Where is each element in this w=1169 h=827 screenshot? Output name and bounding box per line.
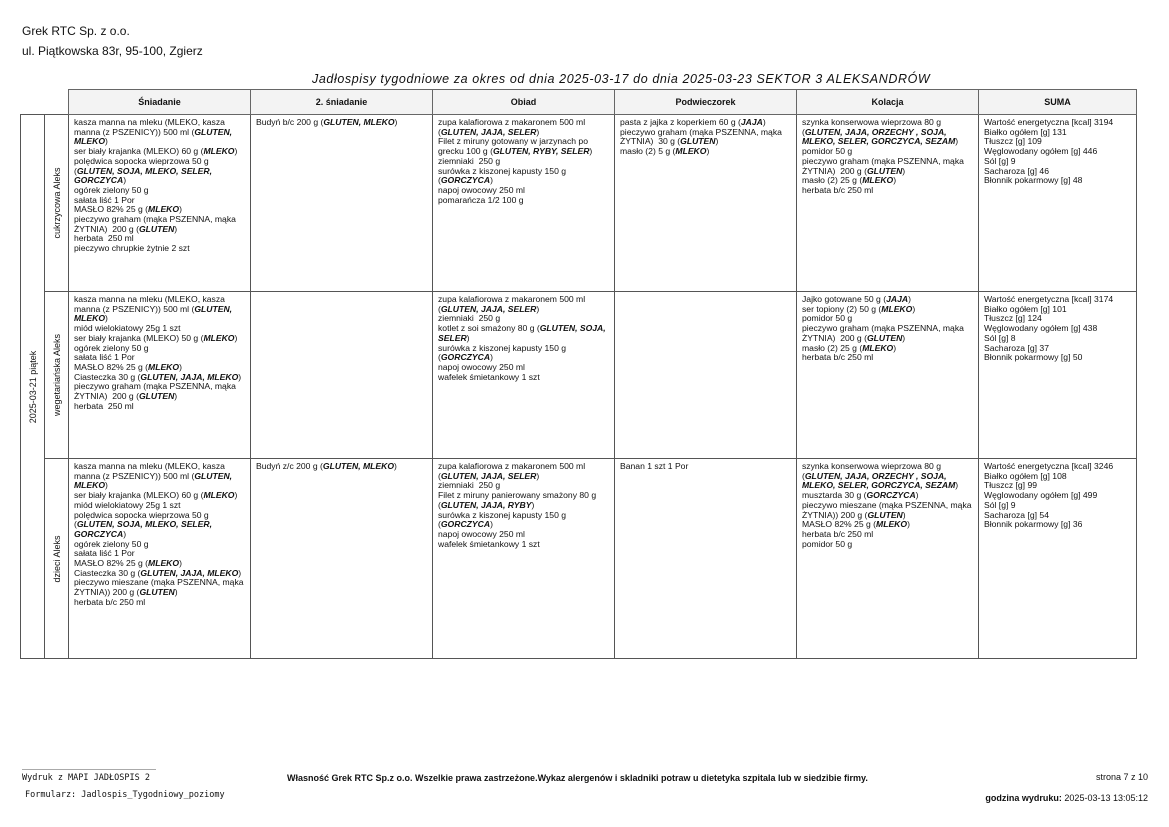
allergen-text: MLEKO bbox=[203, 146, 235, 157]
cell-text bbox=[984, 462, 1132, 530]
allergen-text: GLUTEN, JAJA, ORZECHY , SOJA, MLEKO, SELER, GORCZYCA, SEZAM bbox=[802, 470, 956, 491]
text-segment: szynka konserwowa wieprzowa 80 g ( bbox=[802, 461, 944, 481]
meal-cell-breakfast bbox=[69, 115, 251, 292]
column-header-podwieczorek: Podwieczorek bbox=[615, 90, 797, 115]
text-segment: ) pomidor 50 g pieczywo graham (mąka PSZENNA, mąka ŻYTNIA) 200 g ( bbox=[802, 136, 964, 176]
allergen-text: GLUTEN, JAJA, ORZECHY , SOJA, MLEKO, SELER, GORCZYCA, SEZAM bbox=[802, 126, 956, 147]
allergen-text: GORCZYCA bbox=[440, 352, 491, 363]
meal-cell-lunch bbox=[433, 292, 615, 459]
day-label: 2025-03-21 piątek bbox=[27, 350, 38, 423]
text-segment: ) napoj owocowy 250 ml pomarańcza 1/2 100 g bbox=[438, 175, 525, 205]
allergen-text: GLUTEN bbox=[867, 509, 903, 520]
allergen-text: GLUTEN bbox=[680, 136, 716, 147]
allergen-text: MLEKO bbox=[203, 490, 235, 501]
footer-copyright: Własność Grek RTC Sp.z o.o. Wszelkie prawa zastrzeżone.Wykaz alergenów i skladniki potraw u dietetyka szpitala lub w siedzibie firmy. bbox=[287, 773, 868, 783]
allergen-text: GLUTEN, JAJA, SELER bbox=[440, 470, 537, 481]
text-segment: ) ziemniaki 250 g kotlet z soi smażony 80 g ( bbox=[438, 303, 540, 334]
cell-text bbox=[74, 462, 246, 608]
footer-print-time bbox=[985, 793, 1148, 803]
text-segment: ) surówka z kiszonej kapusty 150 g ( bbox=[438, 499, 567, 530]
company-address: ul. Piątkowska 83r, 95-100, Zgierz bbox=[22, 44, 203, 58]
menu-table bbox=[20, 89, 1137, 659]
text-segment: ) ogórek zielony 50 g sałata liść 1 Por MASŁO 82% 25 g ( bbox=[74, 528, 149, 569]
meal-cell-dinner bbox=[797, 292, 979, 459]
text-segment: ) herbata b/c 250 ml bbox=[802, 342, 897, 363]
cell-text bbox=[620, 118, 792, 157]
meal-cell-snack bbox=[615, 292, 797, 459]
summary-cell bbox=[979, 459, 1137, 659]
text-segment: ) ziemniaki 250 g surówka z kiszonej kapusty 150 g ( bbox=[438, 146, 593, 186]
text-segment: zupa kalafiorowa z makaronem 500 ml ( bbox=[438, 117, 588, 137]
allergen-text: GLUTEN bbox=[866, 165, 903, 176]
meal-cell-snack bbox=[615, 115, 797, 292]
text-segment: ) napoj owocowy 250 ml wafelek śmietankowy 1 szt bbox=[438, 352, 540, 382]
footer-program: Wydruk z MAPI JADŁOSPIS 2 bbox=[22, 773, 150, 783]
meal-cell-second-breakfast bbox=[251, 459, 433, 659]
cell-text bbox=[984, 295, 1132, 363]
text-segment: Wartość energetyczna [kcal] 3246 Białko ogółem [g] 108 Tłuszcz [g] 99 Węglowodany ogółem [g] 499 Sól [g] 9 Sacharoza [g] 54 Błonnik pokarmowy [g] 36 bbox=[984, 461, 1114, 530]
text-segment: zupa kalafiorowa z makaronem 500 ml ( bbox=[438, 294, 588, 314]
allergen-text: MLEKO bbox=[881, 303, 913, 314]
text-segment: ) herbata b/c 250 ml bbox=[74, 587, 178, 607]
diet-label: cukrzycowa Aleks bbox=[51, 167, 62, 239]
meal-cell-dinner bbox=[797, 459, 979, 659]
allergen-text: GLUTEN, MLEKO bbox=[74, 303, 235, 324]
company-name: Grek RTC Sp. z o.o. bbox=[22, 24, 130, 38]
text-segment: ) pieczywo mieszane (mąka PSZENNA, mąka ŻYTNIA)) 200 g ( bbox=[802, 490, 972, 520]
text-segment: ) herbata 250 ml pieczywo chrupkie żytnie 2 szt bbox=[74, 223, 190, 254]
text-segment: ) masło (2) 25 g ( bbox=[802, 332, 906, 353]
allergen-text: GORCZYCA bbox=[866, 490, 916, 501]
diet-row bbox=[21, 115, 1137, 292]
text-segment: ) napoj owocowy 250 ml wafelek śmietankowy 1 szt bbox=[438, 519, 540, 549]
text-segment: Wartość energetyczna [kcal] 3174 Białko ogółem [g] 101 Tłuszcz [g] 124 Węglowodany ogółem [g] 438 Sól [g] 8 Sacharoza [g] 37 Błonnik pokarmowy [g] 50 bbox=[984, 294, 1114, 363]
allergen-text: GLUTEN, MLEKO bbox=[74, 470, 235, 491]
text-segment: Wartość energetyczna [kcal] 3194 Białko ogółem [g] 131 Tłuszcz [g] 109 Węglowodany ogółem [g] 446 Sól [g] 9 Sacharoza [g] 46 Błonnik pokarmowy [g] 48 bbox=[984, 117, 1114, 186]
diet-cell bbox=[45, 115, 69, 292]
diet-cell bbox=[45, 459, 69, 659]
text-segment: ) Ciasteczka 30 g ( bbox=[74, 361, 182, 382]
allergen-text: GORCZYCA bbox=[440, 519, 491, 530]
allergen-text: GLUTEN, JAJA, SELER bbox=[440, 126, 537, 137]
text-segment: ) pieczywo graham (mąka PSZENNA, mąka ŻYTNIA) 200 g ( bbox=[74, 371, 242, 402]
allergen-text: GLUTEN, JAJA, MLEKO bbox=[140, 567, 239, 578]
text-segment: ) Filet z miruny gotowany w jarzynach po grecku 100 g ( bbox=[438, 126, 588, 157]
diet-row bbox=[21, 459, 1137, 659]
allergen-text: GLUTEN, SOJA, MLEKO, SELER, GORCZYCA bbox=[74, 519, 215, 539]
text-segment: ) herbata 250 ml bbox=[74, 391, 178, 411]
allergen-text: GLUTEN bbox=[138, 223, 175, 234]
text-segment: ) miód wielokiatowy 25g 1 szt ser biały krajanka (MLEKO) 50 g ( bbox=[74, 313, 204, 343]
allergen-text: GLUTEN, SOJA, SELER bbox=[438, 323, 609, 343]
allergen-text: GLUTEN, MLEKO bbox=[74, 126, 235, 147]
cell-text bbox=[256, 118, 428, 128]
meal-cell-second-breakfast bbox=[251, 292, 433, 459]
allergen-text: GLUTEN, JAJA, SELER bbox=[440, 303, 537, 314]
text-segment: Budyń z/c 200 g ( bbox=[256, 461, 323, 471]
column-header-sniadanie: Śniadanie bbox=[69, 90, 251, 115]
cell-text bbox=[438, 295, 610, 382]
text-segment: ) masło (2) 5 g ( bbox=[620, 136, 719, 157]
allergen-text: GLUTEN bbox=[139, 587, 175, 598]
allergen-text: MLEKO bbox=[862, 342, 894, 353]
allergen-text: GLUTEN, JAJA, RYBY bbox=[440, 499, 532, 510]
print-time-value: 2025-03-13 13:05:12 bbox=[1064, 793, 1148, 803]
header-row bbox=[21, 90, 1137, 115]
header-blank bbox=[45, 90, 69, 115]
allergen-text: GLUTEN, MLEKO bbox=[322, 461, 395, 471]
allergen-text: GLUTEN, JAJA, MLEKO bbox=[140, 371, 239, 382]
meal-cell-breakfast bbox=[69, 292, 251, 459]
print-time-label: godzina wydruku: bbox=[985, 793, 1062, 803]
text-segment: ) ogórek zielony 50 g sałata liść 1 Por MASŁO 82% 25 g ( bbox=[74, 175, 149, 215]
text-segment: ) bbox=[394, 117, 398, 127]
meal-cell-lunch bbox=[433, 459, 615, 659]
column-header-obiad: Obiad bbox=[433, 90, 615, 115]
cell-text bbox=[620, 462, 792, 472]
meal-cell-second-breakfast bbox=[251, 115, 433, 292]
page-title: Jadłospisy tygodniowe za okres od dnia 2025-03-17 do dnia 2025-03-23 SEKTOR 3 ALEKSANDRÓW bbox=[312, 72, 931, 86]
footer-page-number: strona 7 z 10 bbox=[1095, 772, 1148, 782]
header-blank bbox=[21, 90, 45, 115]
allergen-text: GORCZYCA bbox=[440, 175, 491, 186]
allergen-text: MLEKO bbox=[675, 146, 707, 157]
text-segment: ) Ciasteczka 30 g ( bbox=[74, 558, 182, 578]
meal-cell-lunch bbox=[433, 115, 615, 292]
text-segment: ) pomidor 50 g pieczywo graham (mąka PSZENNA, mąka ŻYTNIA) 200 g ( bbox=[802, 303, 964, 343]
text-segment: ) masło (2) 25 g ( bbox=[802, 165, 906, 186]
allergen-text: MLEKO bbox=[876, 519, 908, 530]
allergen-text: MLEKO bbox=[203, 332, 235, 343]
cell-text bbox=[438, 118, 610, 205]
text-segment: ) miód wielokiatowy 25g 1 szt polędwica sopocka wieprzowa 50 g ( bbox=[74, 490, 238, 530]
text-segment: ) bbox=[394, 461, 397, 471]
text-segment: szynka konserwowa wieprzowa 80 g ( bbox=[802, 117, 944, 137]
allergen-text: GLUTEN, MLEKO bbox=[323, 117, 395, 127]
column-header-drugie-sniadanie: 2. śniadanie bbox=[251, 90, 433, 115]
text-segment: pasta z jajka z koperkiem 60 g ( bbox=[620, 117, 741, 127]
text-segment: ) pieczywo mieszane (mąka PSZENNA, mąka ŻYTNIA)) 200 g ( bbox=[74, 567, 244, 598]
allergen-text: JAJA bbox=[886, 294, 909, 304]
meal-cell-dinner bbox=[797, 115, 979, 292]
text-segment: ) bbox=[706, 146, 710, 157]
diet-cell bbox=[45, 292, 69, 459]
text-segment: ) herbata b/c 250 ml pomidor 50 g bbox=[802, 519, 910, 549]
text-segment: kasza manna na mleku (MLEKO, kasza manna (z PSZENICY)) 500 ml ( bbox=[74, 294, 228, 314]
allergen-text: MLEKO bbox=[148, 361, 180, 372]
text-segment: ) ogórek zielony 50 g sałata liść 1 Por MASŁO 82% 25 g ( bbox=[74, 332, 238, 372]
allergen-text: MLEKO bbox=[148, 204, 180, 215]
summary-cell bbox=[979, 115, 1137, 292]
text-segment: ) musztarda 30 g ( bbox=[802, 480, 959, 501]
diet-row bbox=[21, 292, 1137, 459]
summary-cell bbox=[979, 292, 1137, 459]
diet-label: dzieci Aleks bbox=[51, 534, 62, 583]
text-segment: zupa kalafiorowa z makaronem 500 ml ( bbox=[438, 461, 588, 481]
text-segment: Budyń b/c 200 g ( bbox=[256, 117, 324, 127]
meal-cell-snack bbox=[615, 459, 797, 659]
column-header-suma: SUMA bbox=[979, 90, 1137, 115]
allergen-text: JAJA bbox=[740, 117, 763, 127]
cell-text bbox=[256, 462, 428, 472]
text-segment: ) ser topiony (2) 50 g ( bbox=[802, 294, 911, 314]
cell-text bbox=[984, 118, 1132, 186]
cell-text bbox=[74, 295, 246, 411]
allergen-text: MLEKO bbox=[148, 558, 180, 569]
allergen-text: MLEKO bbox=[862, 175, 894, 186]
allergen-text: GLUTEN bbox=[866, 332, 903, 343]
text-segment: ) ziemniaki 250 g Filet z miruny panierowany smażony 80 g ( bbox=[438, 470, 597, 510]
meal-cell-breakfast bbox=[69, 459, 251, 659]
text-segment: kasza manna na mleku (MLEKO, kasza manna (z PSZENICY)) 500 ml ( bbox=[74, 461, 228, 481]
text-segment: ) polędwica sopocka wieprzowa 50 g ( bbox=[74, 146, 238, 176]
text-segment: Jajko gotowane 50 g ( bbox=[802, 294, 887, 304]
text-segment: ) herbata b/c 250 ml bbox=[802, 175, 897, 195]
text-segment: Banan 1 szt 1 Por bbox=[620, 461, 689, 471]
cell-text bbox=[802, 295, 974, 363]
allergen-text: GLUTEN bbox=[138, 391, 175, 402]
footer-separator bbox=[22, 769, 156, 770]
footer-form: Formularz: Jadlospis_Tygodniowy_poziomy bbox=[25, 790, 225, 800]
cell-text bbox=[802, 118, 974, 196]
text-segment: kasza manna na mleku (MLEKO, kasza manna (z PSZENICY)) 500 ml ( bbox=[74, 117, 228, 137]
cell-text bbox=[802, 462, 974, 549]
day-cell bbox=[21, 115, 45, 659]
text-segment: ) pieczywo graham (mąka PSZENNA, mąka ŻYTNIA) 30 g ( bbox=[620, 117, 782, 147]
diet-label: wegetariańska Aleks bbox=[51, 333, 62, 417]
column-header-kolacja: Kolacja bbox=[797, 90, 979, 115]
text-segment: ) ser biały krajanka (MLEKO) 60 g ( bbox=[74, 480, 204, 501]
text-segment: ) ser biały krajanka (MLEKO) 60 g ( bbox=[74, 136, 204, 157]
cell-text bbox=[74, 118, 246, 254]
text-segment: ) MASŁO 82% 25 g ( bbox=[802, 509, 906, 530]
cell-text bbox=[438, 462, 610, 549]
allergen-text: GLUTEN, SOJA, MLEKO, SELER, GORCZYCA bbox=[74, 165, 215, 186]
text-segment: ) surówka z kiszonej kapusty 150 g ( bbox=[438, 332, 567, 363]
text-segment: ) pieczywo graham (mąka PSZENNA, mąka ŻYTNIA) 200 g ( bbox=[74, 204, 236, 234]
allergen-text: GLUTEN, RYBY, SELER bbox=[492, 146, 590, 157]
